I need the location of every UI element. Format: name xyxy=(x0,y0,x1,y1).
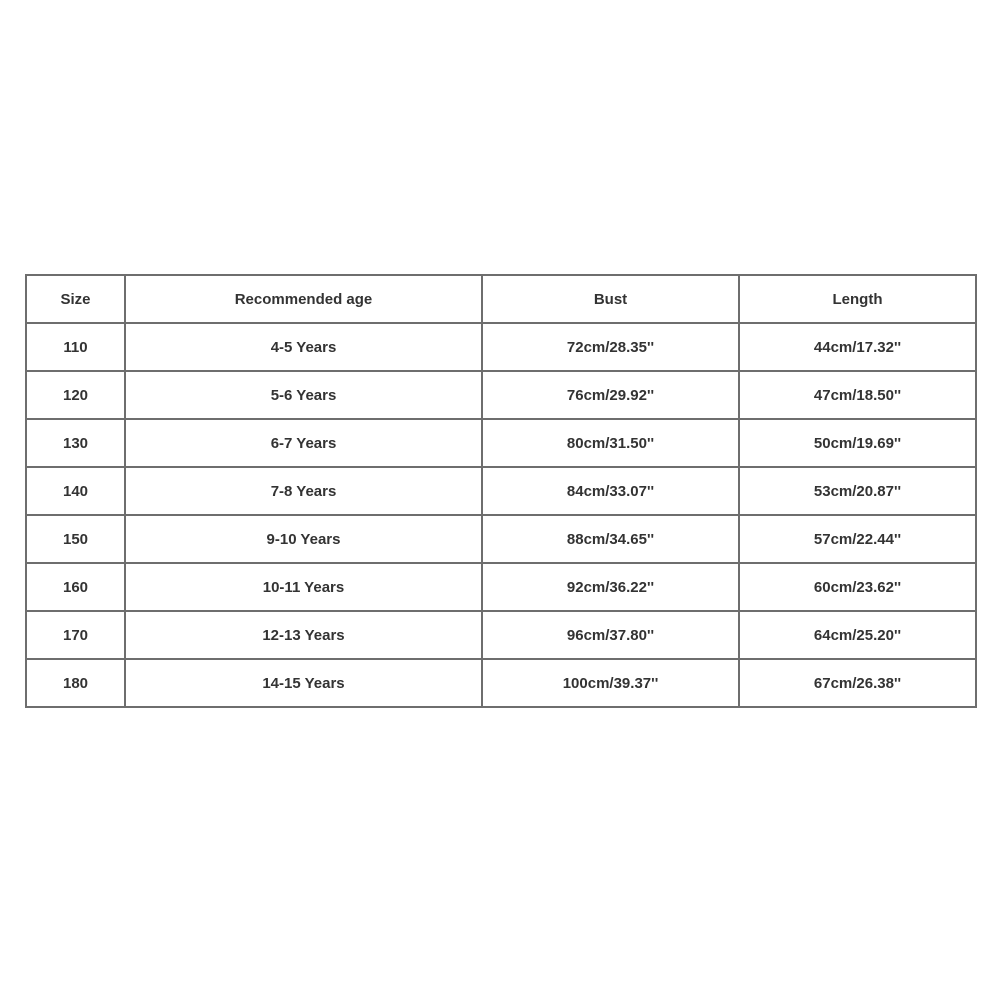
table-row xyxy=(26,611,976,659)
table-row xyxy=(26,659,976,707)
cell-age: 14-15 Years xyxy=(125,659,482,707)
cell-bust: 100cm/39.37'' xyxy=(482,659,739,707)
cell-length: 60cm/23.62'' xyxy=(739,563,976,611)
cell-age: 7-8 Years xyxy=(125,467,482,515)
header-recommended-age: Recommended age xyxy=(125,275,482,323)
cell-size: 110 xyxy=(26,323,125,371)
cell-length: 53cm/20.87'' xyxy=(739,467,976,515)
cell-size: 140 xyxy=(26,467,125,515)
table-row xyxy=(26,371,976,419)
cell-length: 44cm/17.32'' xyxy=(739,323,976,371)
cell-length: 64cm/25.20'' xyxy=(739,611,976,659)
table-row xyxy=(26,467,976,515)
table-row xyxy=(26,515,976,563)
cell-length: 57cm/22.44'' xyxy=(739,515,976,563)
cell-bust: 84cm/33.07'' xyxy=(482,467,739,515)
size-chart-table xyxy=(25,274,977,708)
cell-age: 9-10 Years xyxy=(125,515,482,563)
cell-age: 12-13 Years xyxy=(125,611,482,659)
cell-size: 120 xyxy=(26,371,125,419)
cell-age: 10-11 Years xyxy=(125,563,482,611)
cell-length: 47cm/18.50'' xyxy=(739,371,976,419)
cell-age: 6-7 Years xyxy=(125,419,482,467)
cell-bust: 92cm/36.22'' xyxy=(482,563,739,611)
header-bust: Bust xyxy=(482,275,739,323)
cell-size: 180 xyxy=(26,659,125,707)
table-row xyxy=(26,323,976,371)
table-row xyxy=(26,563,976,611)
cell-size: 130 xyxy=(26,419,125,467)
header-size: Size xyxy=(26,275,125,323)
cell-length: 50cm/19.69'' xyxy=(739,419,976,467)
table-header-row xyxy=(26,275,976,323)
cell-size: 150 xyxy=(26,515,125,563)
cell-age: 5-6 Years xyxy=(125,371,482,419)
cell-bust: 72cm/28.35'' xyxy=(482,323,739,371)
cell-length: 67cm/26.38'' xyxy=(739,659,976,707)
cell-size: 170 xyxy=(26,611,125,659)
cell-bust: 88cm/34.65'' xyxy=(482,515,739,563)
cell-size: 160 xyxy=(26,563,125,611)
cell-bust: 96cm/37.80'' xyxy=(482,611,739,659)
cell-age: 4-5 Years xyxy=(125,323,482,371)
cell-bust: 76cm/29.92'' xyxy=(482,371,739,419)
header-length: Length xyxy=(739,275,976,323)
cell-bust: 80cm/31.50'' xyxy=(482,419,739,467)
table-row xyxy=(26,419,976,467)
